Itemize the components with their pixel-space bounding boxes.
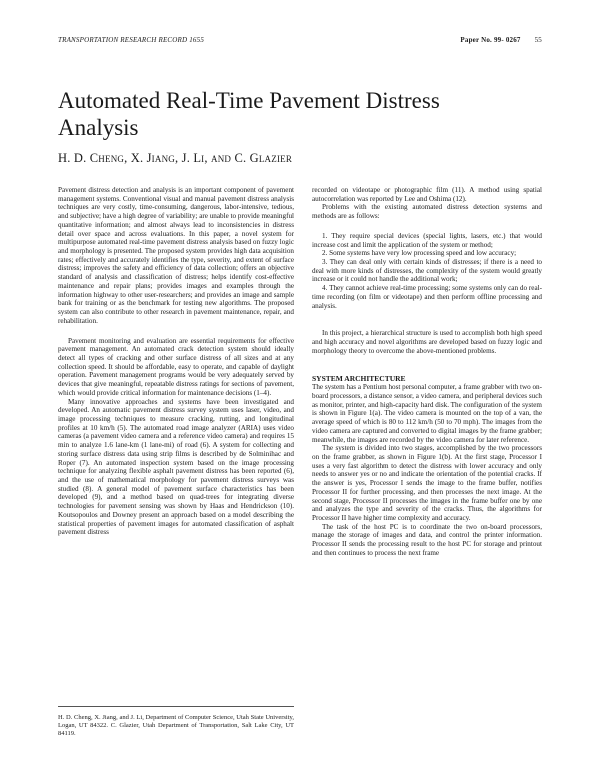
- right-column: [312, 186, 542, 558]
- running-head: [58, 36, 542, 44]
- page-number: 55: [534, 36, 542, 44]
- problem-item-3: 3. They can deal only with certain kinds of distresses; if there is a need to deal with more kinds of distresses, the complexity of the system would greatly increase or it could not handle the additional work;: [312, 258, 542, 284]
- right-intro-paragraph: recorded on videotape or photographic film (11). A method using spatial autocorrelation was reported by Lee and Oshima (12).: [312, 186, 542, 203]
- left-column: [58, 186, 294, 537]
- running-head-right: [448, 36, 542, 44]
- paper-title: Automated Real-Time Pavement Distress Analysis: [58, 88, 440, 140]
- author-list: H. D. Cheng, X. Jiang, J. Li, and C. Glazier: [58, 151, 293, 165]
- author-affiliation-footnote: H. D. Cheng, X. Jiang, and J. Li, Department of Computer Science, Utah State University, Logan, UT 84322. C. Glazier, Utah Department of Transportation, Salt Lake City, UT 84119.: [58, 714, 294, 738]
- problem-item-2: 2. Some systems have very low processing speed and low accuracy;: [322, 249, 517, 258]
- architecture-paragraph-2: The system is divided into two stages, accomplished by the two processors on the frame grabber, as shown in Figure 1(b). At the first stage, Processor I uses a very fast algorithm to detect the distress with lower accuracy and only needs to answer yes or no and indicate the orientation of the potential cracks. If the answer is yes, Processor I sends the image to the frame buffer, notifies Processor II for further processing, and then processes the next image. At the second stage, Processor II processes the images in the frame buffer one by one and analyzes the type and severity of the cracks. Thus, the algorithms for Processor II have higher time complexity and accuracy.: [312, 444, 542, 522]
- paper-number: Paper No. 99- 0267: [460, 36, 521, 44]
- section-heading: SYSTEM ARCHITECTURE: [312, 373, 406, 383]
- journal-name: TRANSPORTATION RESEARCH RECORD 1655: [58, 36, 205, 44]
- problem-item-1: 1. They require special devices (special lights, lasers, etc.) that would increase cost and limit the application of the system or method;: [312, 231, 542, 249]
- footnote-rule: [58, 706, 294, 707]
- problems-intro: Problems with the existing automated distress detection systems and methods are as follows:: [312, 203, 542, 221]
- problem-item-4: 4. They cannot achieve real-time processing; some systems only can do real-time recording (on film or videotape) and then perform offline processing and analysis.: [312, 284, 542, 310]
- intro-paragraph-1: Pavement monitoring and evaluation are essential requirements for effective pavement management. An automated crack detection system should ideally detect all types of cracking and other surface distress of all sizes and at any collection speed. It should be affordable, easy to operate, and capable of daylight operation. Pavement management programs would be very adequately served by devices that give meaningful, repeatable distress ratings for sections of pavement, which would provide critical information for maintenance decisions (1–4).: [58, 336, 294, 397]
- abstract: [58, 186, 294, 326]
- project-paragraph: In this project, a hierarchical structure is used to accomplish both high speed and high accuracy and novel algorithms are developed based on fuzzy logic and morphology theory to overcome the above-mentioned problems.: [312, 329, 542, 355]
- intro-paragraph-2: Many innovative approaches and systems have been investigated and developed. An automatic pavement distress survey system uses laser, video, and image processing techniques to measure cracking, rutting, and longitudinal profiles at 10 km/h (5). The automated road image analyzer (ARIA) uses video cameras (a pavement video camera and a reference video camera) and requires 15 min to analyze 1.6 lane-km (1 lane-mi) of road (6). A system for collecting and storing surface distress data using strip films is described by de Solminihac and Roper (7). An automated inspection system based on the image processing technique for analyzing flexible asphalt pavement distress has been reported (6), and the use of mathematical morphology for pavement distress surveys was studied (8). A general model of pavement surface characteristics has been developed (9), and a method based on quad-trees for integrating diverse technologies for pavement sensing was shown by Haas and Hendrickson (10). Koutsopoulos and Downey present an approach based on a model describing the statistical properties of pavement images for automated classification of asphalt pavement distress: [58, 397, 294, 537]
- architecture-paragraph-1: The system has a Pentium host personal computer, a frame grabber with two on-board processors, a distance sensor, a video camera, and peripheral devices such as monitor, printer, and high-capacity hard disk. The configuration of the system is shown in Figure 1(a). The video camera is mounted on the top of a van, the average speed of which is 80 to 112 km/h (50 to 70 mph). The images from the video camera are captured and converted to digital images by the frame grabber; meanwhile, the images are recorded by the video camera for later reference.: [312, 383, 542, 444]
- abstract-text: Pavement distress detection and analysis is an important component of pavement management systems. Conventional visual and manual pavement distress analysis techniques are very costly, time-consuming, dangerous, labor-intensive, tedious, and subjective; have a high degree of variability; are unable to provide meaningful quantitative information; and almost always lead to inconsistencies in distress detail over space and across evaluations. In this paper, a novel system for multipurpose automated real-time pavement distress analysis based on fuzzy logic and morphology is presented. The proposed system provides high data acquisition rates; effectively and accurately identifies the type, severity, and extent of surface distress; improves the safety and efficiency of data collection; offers an objective standard of analysis and classification of distress; helps identify cost-effective maintenance and repair plans; provides images and examples through the information highway to other user-researchers; and provides an image and sample bank for training or as the benchmark for testing new algorithms. The proposed system can also contribute to other research in pavement maintenance, repair, and rehabilitation.: [58, 186, 294, 325]
- intro-body: [58, 337, 294, 538]
- architecture-paragraph-3: The task of the host PC is to coordinate the two on-board processors, manage the storage of images and data, and control the printer information. Processor II sends the processing result to the host PC for storage and printout and then continues to process the next frame: [312, 522, 542, 557]
